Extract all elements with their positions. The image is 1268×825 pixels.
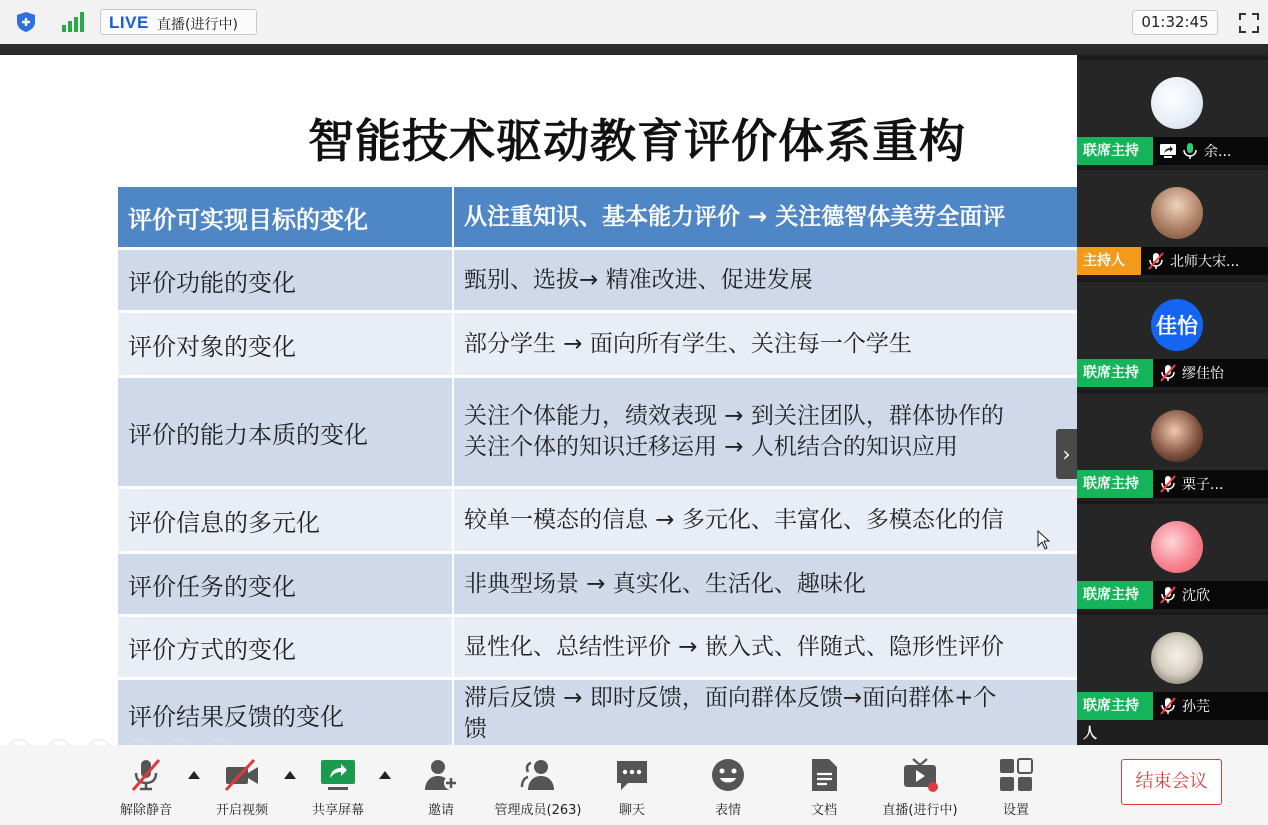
row-description (454, 617, 1077, 679)
invite-user-icon (423, 757, 459, 793)
share-screen-icon (320, 757, 356, 793)
row-description (454, 378, 1077, 488)
muted-mic-icon (128, 757, 164, 793)
panel-collapse-arrow-icon[interactable]: › (1056, 429, 1077, 479)
avatar (1151, 77, 1203, 129)
participant-tile[interactable] (1077, 612, 1268, 742)
role-badge: 联席主持 (1077, 137, 1153, 165)
mic-on-icon (1181, 142, 1199, 160)
meeting-timer: 01:32:45 (1132, 10, 1218, 35)
reactions-label: 表情 (714, 803, 741, 818)
documents-button[interactable] (788, 745, 860, 825)
live-stream-label: 直播(进行中) (882, 803, 958, 818)
row-description (454, 680, 1077, 745)
documents-label: 文档 (810, 803, 837, 818)
participant-name: 缪佳怡 (1182, 366, 1224, 382)
security-shield-icon[interactable] (15, 11, 37, 33)
mic-muted-icon (1159, 475, 1177, 493)
start-video-button[interactable] (206, 745, 278, 825)
row-description-line: 较单一模态的信息 → 多元化、丰富化、多模态化的信 (464, 506, 1004, 533)
unmute-button[interactable] (110, 745, 182, 825)
row-description-line: 馈 (464, 716, 487, 742)
row-label: 评价对象的变化 (118, 313, 452, 377)
top-bar (0, 0, 1268, 44)
role-badge: 联席主持人 (1077, 692, 1153, 720)
table-header-row (118, 187, 1077, 249)
participant-info (1153, 137, 1268, 165)
participant-tile[interactable] (1077, 57, 1268, 165)
table-header-left: 评价可实现目标的变化 (118, 187, 452, 249)
mic-muted-icon (1159, 586, 1177, 604)
row-label: 评价的能力本质的变化 (118, 378, 452, 488)
meeting-toolbar (0, 745, 1268, 825)
participant-tile[interactable] (1077, 279, 1268, 387)
role-badge: 联席主持 (1077, 581, 1153, 609)
end-meeting-button[interactable]: 结束会议 (1121, 759, 1222, 805)
participant-name: 沈欣 (1182, 588, 1210, 604)
mic-muted-icon (1147, 252, 1165, 270)
row-description (454, 489, 1077, 553)
row-label: 评价结果反馈的变化 (118, 680, 452, 745)
share-screen-button[interactable] (302, 745, 374, 825)
live-stream-button[interactable] (874, 745, 966, 825)
table-row (118, 313, 1077, 377)
row-label: 评价方式的变化 (118, 617, 452, 679)
mouse-cursor-icon (1037, 530, 1051, 550)
table-row (118, 554, 1077, 616)
participant-tile[interactable] (1077, 167, 1268, 275)
invite-button[interactable] (405, 745, 477, 825)
role-badge: 联席主持 (1077, 359, 1153, 387)
table-row (118, 617, 1077, 679)
avatar (1151, 410, 1203, 462)
avatar (1151, 521, 1203, 573)
reactions-button[interactable] (692, 745, 764, 825)
row-description-line: 部分学生 → 面向所有学生、关注每一个学生 (464, 330, 912, 357)
participant-name: 余... (1204, 144, 1232, 160)
row-description (454, 250, 1077, 312)
participant-video-panel (1077, 55, 1268, 745)
participant-name: 栗子... (1182, 477, 1224, 493)
smiley-face-icon (710, 757, 746, 793)
video-options-caret-icon[interactable] (284, 771, 296, 779)
table-header-right: 从注重知识、基本能力评价 → 关注德智体美劳全面评 (454, 187, 1077, 249)
row-description-line: 滞后反馈 → 即时反馈，面向群体反馈→面向群体+个 (464, 685, 997, 711)
members-icon (520, 757, 556, 793)
row-label: 评价功能的变化 (118, 250, 452, 312)
shared-slide (0, 55, 1077, 745)
participant-tile[interactable] (1077, 390, 1268, 498)
invite-label: 邀请 (427, 803, 454, 818)
settings-button[interactable] (980, 745, 1052, 825)
row-description-line: 甄别、选拔→ 精准改进、促进发展 (464, 266, 813, 293)
participant-name: 孙芫 (1182, 699, 1210, 715)
row-label: 评价信息的多元化 (118, 489, 452, 553)
unmute-label: 解除静音 (119, 803, 172, 818)
manage-members-button[interactable] (490, 745, 586, 825)
participant-tile[interactable] (1077, 501, 1268, 609)
avatar: 佳怡 (1151, 299, 1203, 351)
live-tv-icon (902, 757, 938, 793)
screen-share-status-icon (1159, 143, 1177, 159)
settings-label: 设置 (1002, 803, 1029, 818)
mic-muted-icon (1159, 364, 1177, 382)
role-badge: 联席主持 (1077, 470, 1153, 498)
participant-info (1153, 359, 1268, 387)
participant-info (1153, 470, 1268, 498)
signal-strength-icon[interactable] (60, 11, 84, 33)
row-label: 评价任务的变化 (118, 554, 452, 616)
video-off-icon (224, 757, 260, 793)
live-badge: LIVE (109, 13, 149, 32)
share-screen-label: 共享屏幕 (311, 803, 364, 818)
participant-info (1141, 247, 1268, 275)
table-row (118, 378, 1077, 488)
mic-muted-icon (1159, 697, 1177, 715)
table-row (118, 489, 1077, 553)
role-badge: 主持人 (1077, 247, 1141, 275)
divider-strip (0, 44, 1268, 55)
table-row (118, 680, 1077, 745)
avatar (1151, 632, 1203, 684)
settings-grid-icon (998, 757, 1034, 793)
participant-name: 北师大宋... (1170, 254, 1240, 270)
chat-label: 聊天 (618, 803, 645, 818)
audio-options-caret-icon[interactable] (188, 771, 200, 779)
chat-bubble-icon (614, 757, 650, 793)
participant-info (1153, 692, 1268, 720)
live-status-text: 直播(进行中) (157, 17, 238, 33)
row-description-line: 显性化、总结性评价 → 嵌入式、伴随式、隐形性评价 (464, 633, 1004, 660)
live-status-pill[interactable] (100, 9, 257, 35)
row-description (454, 313, 1077, 377)
row-description (454, 554, 1077, 616)
start-video-label: 开启视频 (215, 803, 268, 818)
chat-button[interactable] (596, 745, 668, 825)
manage-members-label: 管理成员(263) (494, 803, 582, 818)
row-description-line: 关注个体的知识迁移运用 → 人机结合的知识应用 (464, 434, 958, 460)
fullscreen-icon[interactable] (1238, 12, 1260, 34)
row-description-line: 关注个体能力，绩效表现 → 到关注团队，群体协作的 (464, 403, 1004, 429)
document-icon (806, 757, 842, 793)
avatar (1151, 187, 1203, 239)
participant-info (1153, 581, 1268, 609)
row-description-line: 非典型场景 → 真实化、生活化、趣味化 (464, 570, 866, 597)
slide-title: 智能技术驱动教育评价体系重构 (308, 114, 966, 168)
share-options-caret-icon[interactable] (379, 771, 391, 779)
table-row (118, 250, 1077, 312)
